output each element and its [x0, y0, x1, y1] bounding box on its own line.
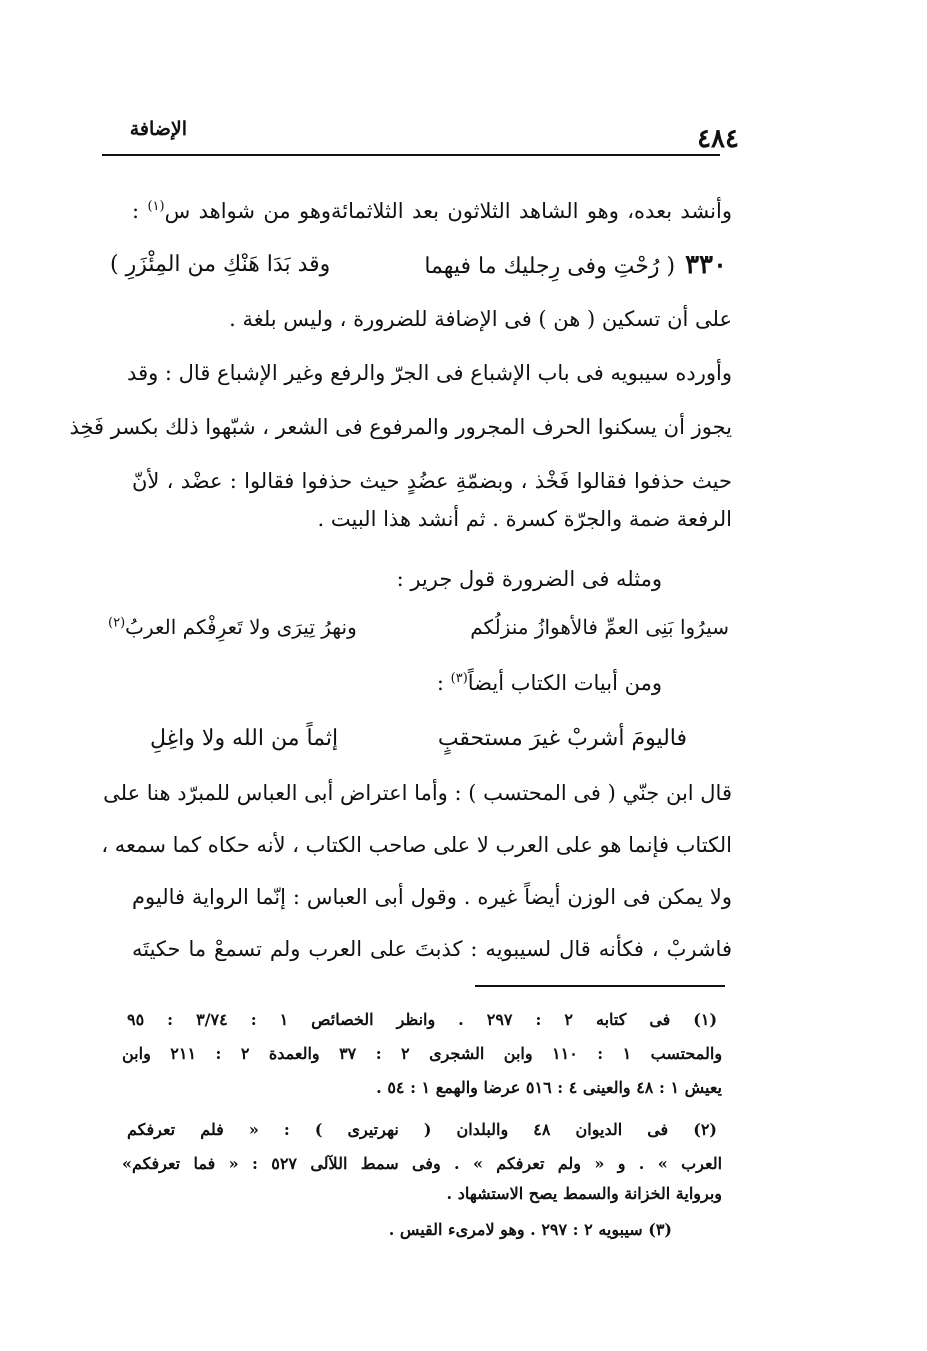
paragraph-1-line-1: وأورده سيبويه فى باب الإشباع فى الجرّ والرفع وغير الإشباع قال : وقد [127, 361, 732, 385]
paragraph-1-line-4: الرفعة ضمة والجرّة كسرة . ثم أنشد هذا البيت . [317, 507, 732, 531]
paragraph-1-line-2: يجوز أن يسكنوا الحرف المجرور والمرفوع فى الشعر ، شبّهوا ذلك بكسر فَخِذ [69, 415, 732, 439]
footnote-3: (٣) سيبويه ٢ : ٢٩٧ . وهو لامرىء القيس . [388, 1220, 672, 1239]
intro-text: وأنشد بعده، وهو الشاهد الثلاثون بعد الثلاثمائةوهو من شواهد س [164, 199, 732, 223]
verse-2-second-hemistich [108, 604, 357, 650]
verse-1-second-hemistich: وقد بَدَا هَنْكِ من المِئْزَرِ ) [110, 252, 331, 277]
kitab-intro-text: ومن أبيات الكتاب أيضاً [467, 671, 662, 695]
footnote-ref-1: (١) [147, 199, 165, 214]
paragraph-2-line-3: ولا يمكن فى الوزن أيضاً غيره . وقول أبى العباس : إنّما الرواية فاليوم [132, 885, 732, 909]
footnote-1-line-2: والمحتسب ١ : ١١٠ وابن الشجرى ٢ : ٣٧ والعمدة ٢ : ٢١١ وابن [122, 1044, 723, 1063]
footnote-1-line-1: (١) فى كتابه ٢ : ٢٩٧ . وانظر الخصائص ١ : ٣/٧٤ : ٩٥ [127, 1010, 718, 1029]
paragraph-2-line-4: فاشربْ ، فكأنه قال لسيبويه : كذبتَ على العرب ولم تسمعْ ما حكيتَه [132, 937, 732, 961]
paragraph-2-line-2: الكتاب فإنما هو على العرب لا على صاحب الكتاب ، لأنه حكاه كما سمعه ، [101, 833, 732, 857]
footnote-ref-2: (٢) [108, 615, 126, 631]
verse-2-first-hemistich: سيرُوا بَنِى العمِّ فالأهوازُ منزلُكم [470, 615, 729, 639]
intro-colon: : [132, 199, 140, 223]
kitab-intro-line [242, 660, 662, 706]
verse-1-right-text: ( رُحْتِ وفى رِجليك ما فيهما [424, 254, 676, 279]
footnote-2-line-1: (٢) فى الديوان ٤٨ والبلدان ( نهرتيرى ) : « فلم تعرفكم [127, 1120, 717, 1139]
footnote-2-line-3: وبرواية الخزانة والسمط يصح الاستشهاد . [446, 1184, 722, 1203]
verse-2-left-text: ونهرُ تِيرَى ولا تَعرِفْكم العربُ [125, 615, 357, 639]
verse-number: ٣٣٠ [685, 250, 727, 280]
header-divider [102, 154, 720, 156]
page-number: ٤٨٤ [697, 124, 739, 154]
footnote-divider [475, 985, 725, 987]
verse-3-second-hemistich: إثماً من الله ولا واغِلِ [150, 726, 339, 751]
jarir-intro-line: ومثله فى الضرورة قول جرير : [396, 567, 662, 591]
footnote-ref-3: (٣) [450, 671, 468, 686]
verse-1-first-hemistich [424, 242, 727, 290]
body-line-3: على أن تسكين ( هن ) فى الإضافة للضرورة ، وليس بلغة . [229, 307, 732, 331]
paragraph-2-line-1: قال ابن جنّي ( فى المحتسب ) : وأما اعتراض أبى العباس للمبرّد هنا على [103, 781, 732, 805]
verse-3-first-hemistich: فاليومَ أشربْ غيرَ مستحقبٍ [437, 726, 687, 751]
paragraph-1-line-3: حيث حذفوا فقالوا فَخْذ ، وبضمّةِ عضُدٍ حيث حذفوا فقالوا : عضْد ، لأنّ [132, 469, 732, 493]
footnote-1-line-3: يعيش ١ : ٤٨ والعينى ٤ : ٥١٦ عرضا والهمع ١ : ٥٤ . [376, 1078, 722, 1097]
running-title: الإضافة [129, 118, 187, 140]
intro-line [132, 188, 732, 234]
footnote-2-line-2: العرب » . و « ولم تعرفكم » . وفى سمط اللآلى ٥٢٧ : « فما تعرفكم» [122, 1154, 723, 1173]
kitab-intro-colon: : [436, 671, 444, 695]
